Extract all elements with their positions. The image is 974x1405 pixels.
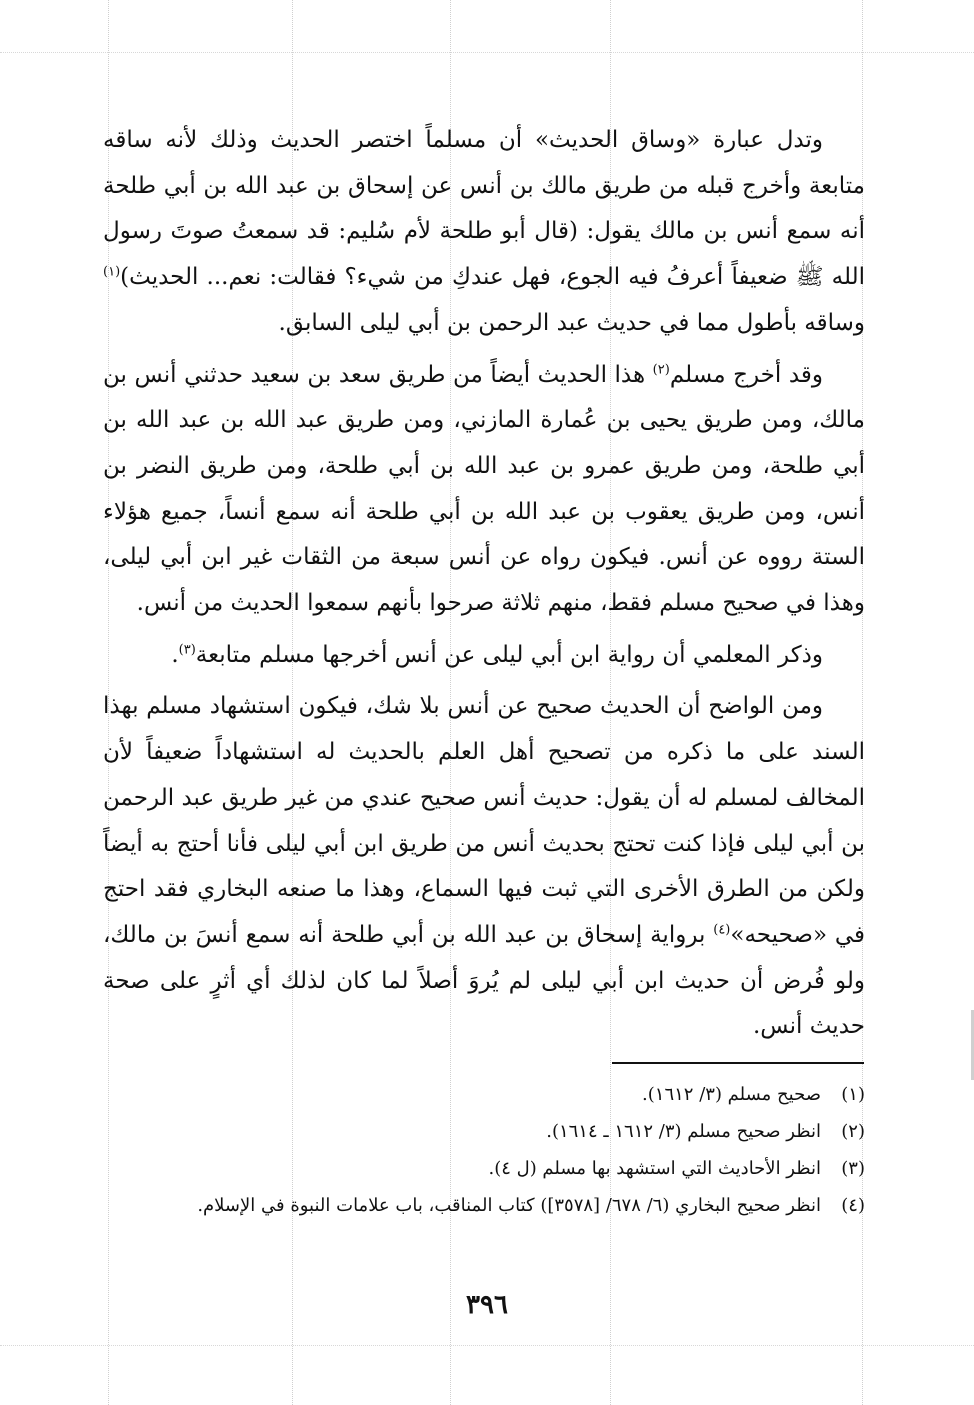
paragraph-text: وساقه بأطول مما في حديث عبد الرحمن بن أبي ليلى السابق.	[278, 309, 865, 336]
footnote-text: انظر صحيح البخاري (٦/ ٦٧٨/ [٣٥٧٨]) كتاب المناقب، باب علامات النبوة في الإسلام.	[197, 1195, 821, 1216]
footnote-number: (٣)	[841, 1158, 865, 1179]
paragraph-text: ومن الواضح أن الحديث صحيح عن أنس بلا شك، فيكون استشهاد مسلم بهذا السند على ما ذكره من تصحيح أهل العلم بالحديث له استشهاداً ضعيفاً لأن المخالف لمسلم له أن يقول: حديث أنس صحيح عندي من غير طريق عبد الرحمن بن أبي ليلى فإذا كنت تحتج بحديث أنس من طريق ابن أبي ليلى فأنا أحتج به أيضاً ولكن من الطرق الأخرى التي ثبت فيها السماع، وهذا ما صنعه البخاري فقد احتج في «صحيحه»	[103, 693, 865, 948]
paragraph-text: هذا الحديث أيضاً من طريق سعد بن سعيد حدثني أنس بن مالك، ومن طريق يحيى بن عُمارة المازني، ومن طريق عبد الله بن عبد الله بن أبي طلحة، ومن طريق عمرو بن عبد الله بن أبي طلحة، ومن طريق النضر بن أنس، ومن طريق يعقوب بن عبد الله بن أبي طلحة أنه سمع أنساً، جميع هؤلاء الستة رووه عن أنس. فيكون رواه عن أنس سبعة من الثقات غير ابن أبي ليلى، وهذا في صحيح مسلم فقط، منهم ثلاثة صرحوا بأنهم سمعوا الحديث من أنس.	[103, 361, 865, 617]
footnote-item	[103, 1113, 865, 1150]
paragraph	[103, 353, 865, 627]
footnote-item	[103, 1187, 865, 1224]
main-text	[103, 118, 865, 1056]
scan-guide-line	[0, 52, 974, 53]
page-number: ٣٩٦	[466, 1290, 508, 1320]
footnote-text: انظر صحيح مسلم (٣/ ١٦١٢ ـ ١٦١٤).	[546, 1121, 821, 1142]
paragraph-text: وتدل عبارة «وساق الحديث» أن مسلماً اختصر الحديث وذلك لأنه ساقه متابعة وأخرج قبله من طريق مالك بن أنس عن إسحاق بن عبد الله بن أبي طلحة أنه سمع أنس بن مالك يقول: (قال أبو طلحة لأم سُليم: قد سمعتُ صوتَ رسول الله ﷺ ضعيفاً أعرفُ فيه الجوع، فهل عندكِ من شيء؟ فقالت: نعم... الحديث)	[103, 127, 865, 291]
paragraph-text: وقد أخرج مسلم	[669, 361, 823, 388]
paragraph	[103, 684, 865, 1050]
footnote-reference[interactable]: (٣)	[178, 642, 196, 658]
footnote-reference[interactable]: (١)	[103, 264, 121, 280]
footnote-text: صحيح مسلم (٣/ ١٦١٢).	[642, 1084, 821, 1105]
paragraph	[103, 633, 865, 679]
footnote-item	[103, 1150, 865, 1187]
scan-guide-line	[0, 1345, 974, 1346]
footnote-number: (٢)	[841, 1121, 865, 1142]
footnote-separator	[612, 1062, 864, 1064]
footnote-text: انظر الأحاديث التي استشهد بها مسلم (ل ٤).	[488, 1158, 821, 1179]
footnotes	[103, 1076, 865, 1224]
footnote-number: (٤)	[841, 1195, 865, 1216]
footnote-reference[interactable]: (٤)	[713, 922, 731, 938]
footnote-reference[interactable]: (٢)	[652, 361, 670, 377]
paragraph-text: .	[171, 641, 179, 668]
paragraph-text: وذكر المعلمي أن رواية ابن أبي ليلى عن أنس أخرجها مسلم متابعة	[195, 641, 823, 668]
paragraph-text: برواية إسحاق بن عبد الله بن أبي طلحة أنه سمع أنسَ بن مالك، ولو فُرض أن حديث ابن أبي ليلى لم يُروَ أصلاً لما كان لذلك أي أثرٍ على صحة حديث أنس.	[103, 921, 865, 1040]
footnote-number: (١)	[841, 1084, 865, 1105]
footnote-item	[103, 1076, 865, 1113]
paragraph	[103, 118, 865, 347]
